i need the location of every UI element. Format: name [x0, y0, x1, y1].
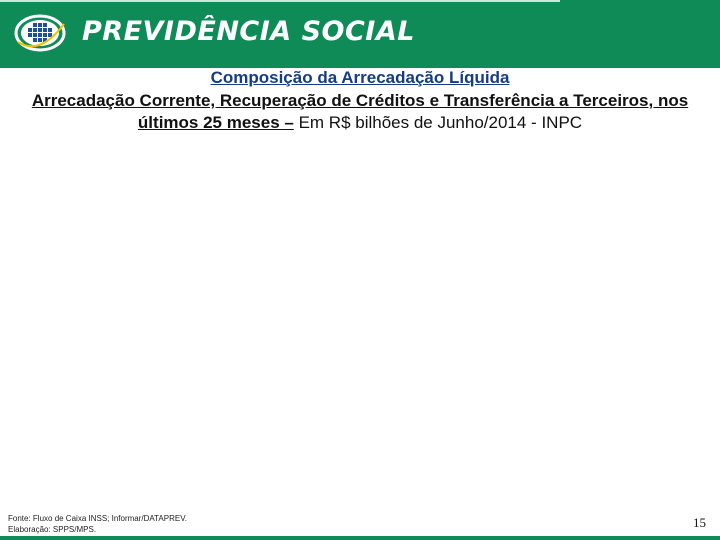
page-number: 15	[693, 515, 706, 530]
previdencia-logo-icon	[12, 12, 72, 54]
subtitle-bold: Arrecadação Corrente, Recuperação de Créditos e Transferência a Terceiros, nos últimos 25 meses –	[31, 91, 689, 132]
source-note	[8, 513, 187, 535]
slide-title: Composição da Arrecadação Líquida	[210, 68, 510, 87]
slide-subtitle	[6, 90, 714, 134]
header-top-line	[0, 0, 560, 2]
source-line: Fonte: Fluxo de Caixa INSS; Informar/DATAPREV.	[8, 514, 188, 523]
prepared-by-line: Elaboração: SPPS/MPS.	[8, 525, 97, 534]
footer-bar	[0, 536, 720, 540]
brand-title: PREVIDÊNCIA SOCIAL	[82, 16, 415, 47]
header-bar	[0, 0, 720, 68]
subtitle-units: Em R$ bilhões de Junho/2014 - INPC	[293, 113, 583, 132]
